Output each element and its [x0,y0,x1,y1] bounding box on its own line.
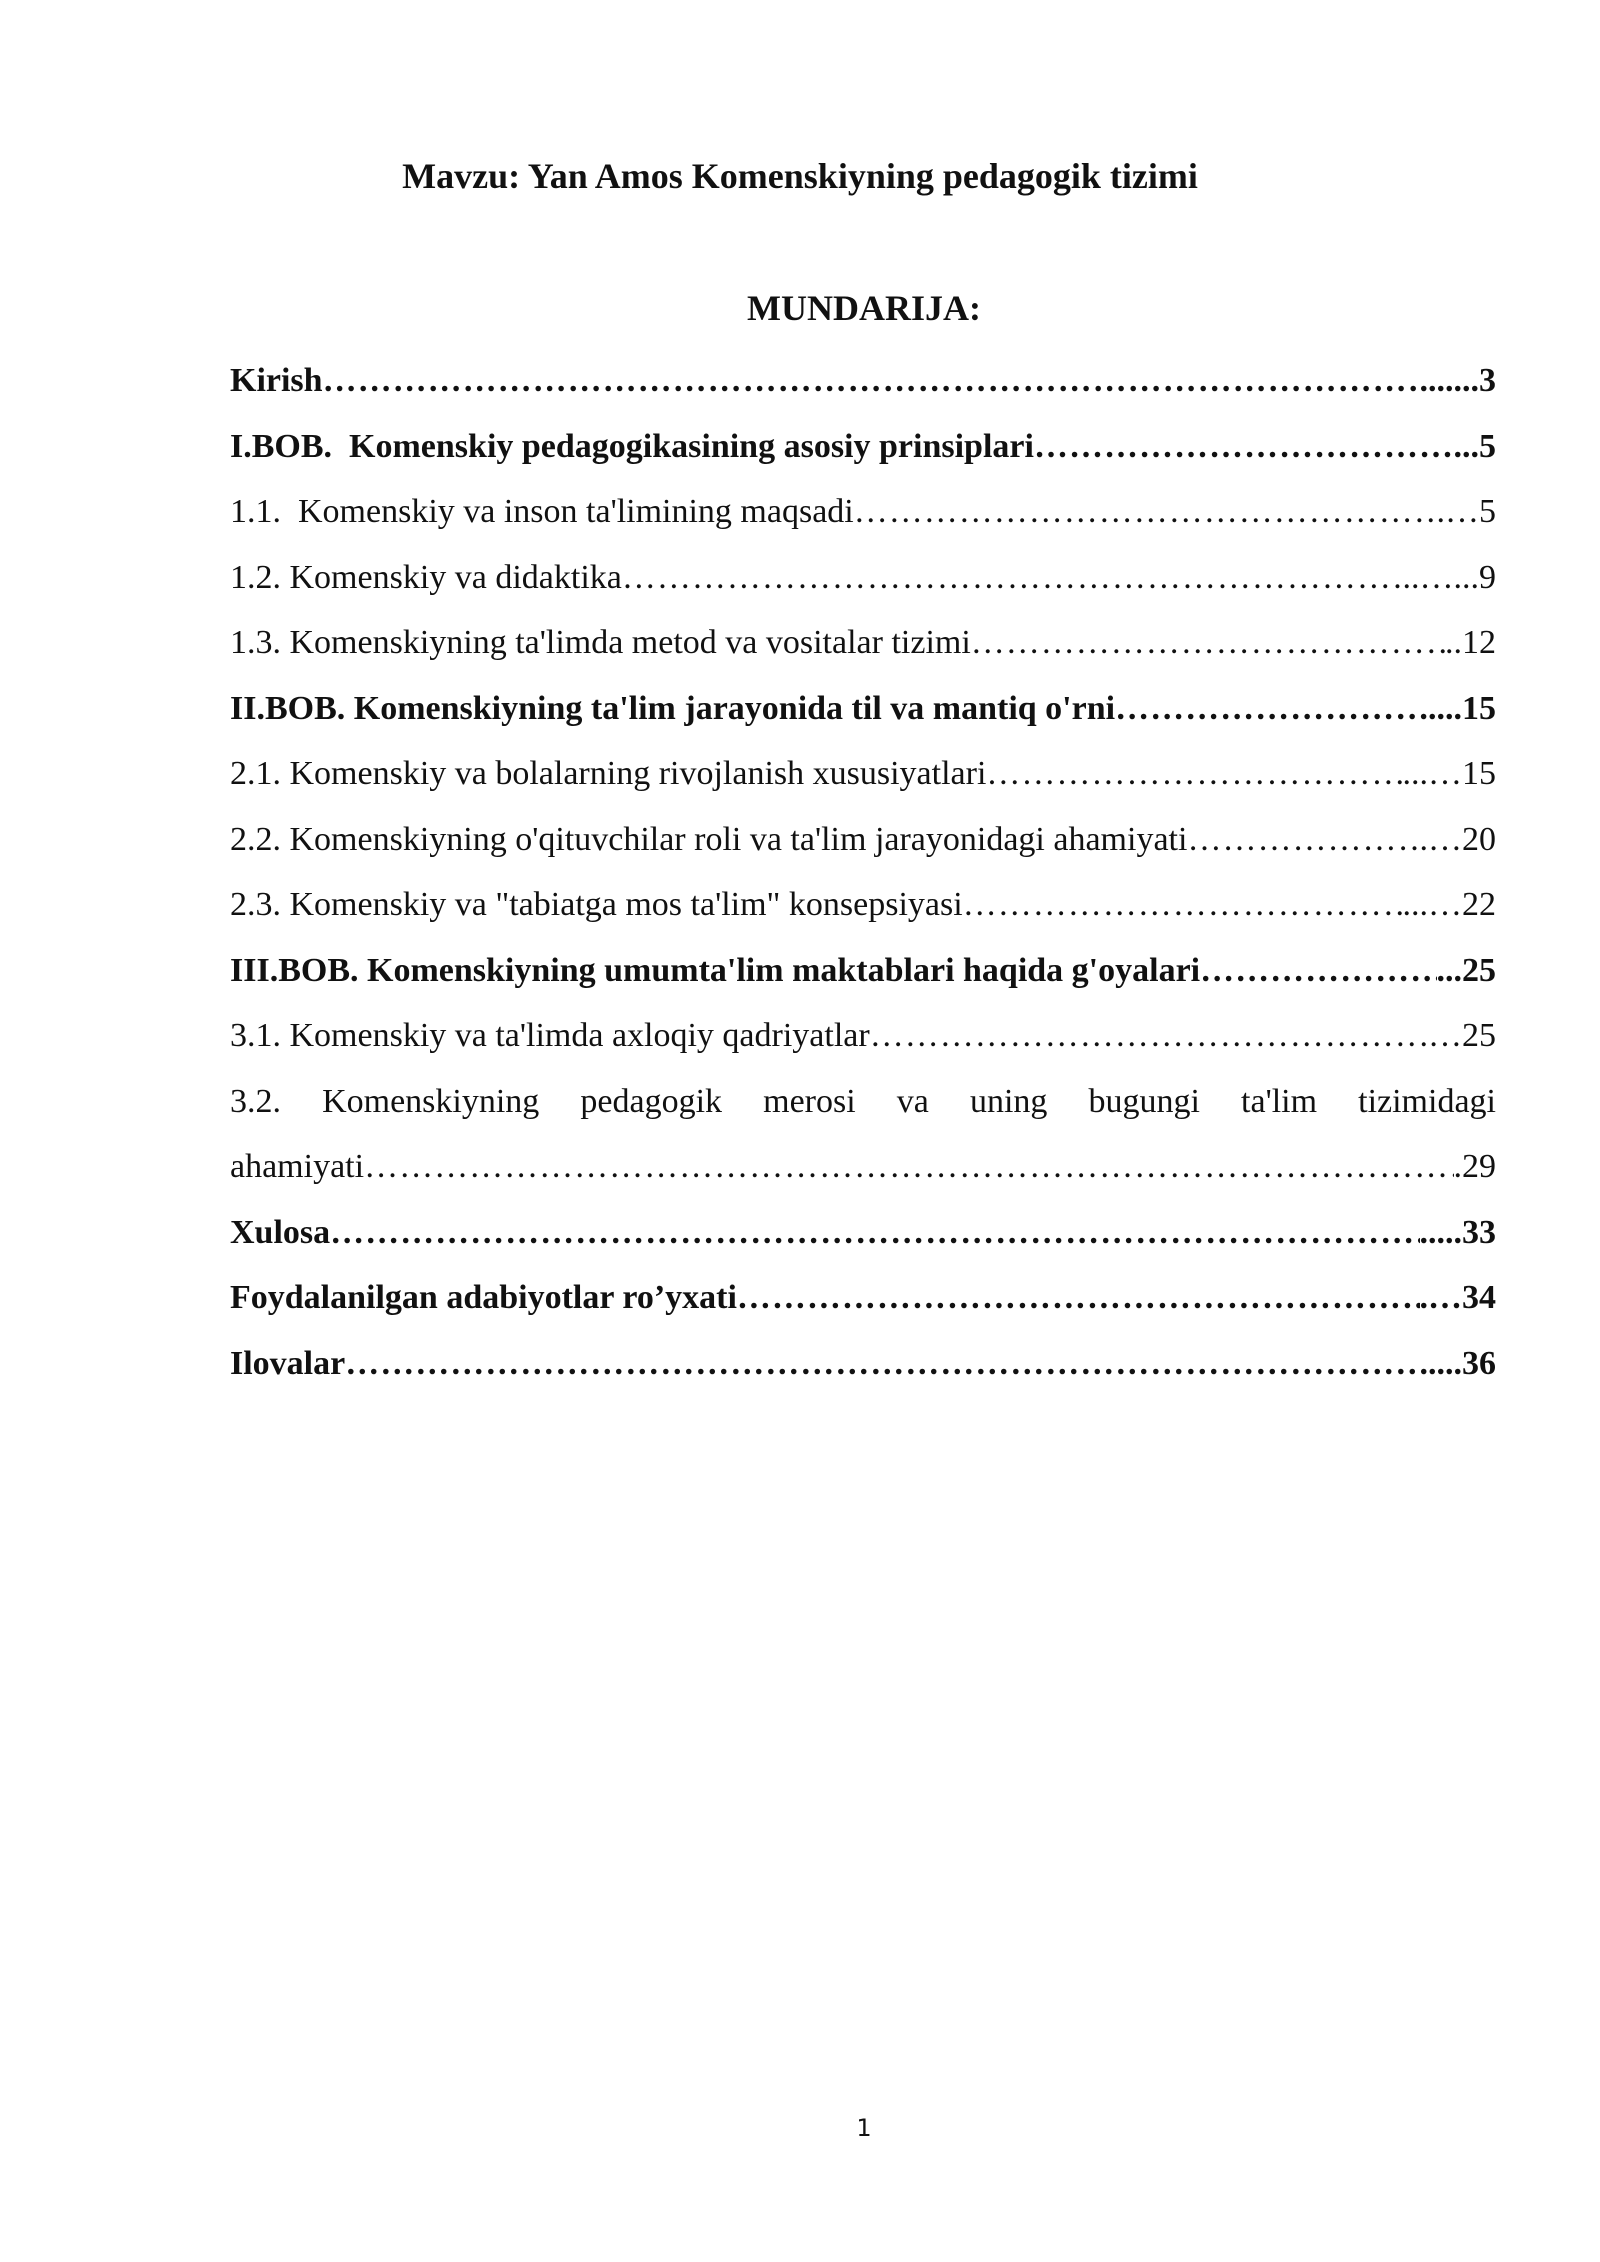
toc-entry-title: ahamiyati [230,1148,365,1185]
toc-entry-page: ...…15 [1402,755,1496,792]
toc-dot-leader [1200,938,1436,1004]
toc-dot-leader [870,1003,1420,1069]
toc-entry-title: I.BOB. Komenskiy pedagogikasining asosiy prinsiplari [230,427,1034,465]
toc-entry-page: .…25 [1419,1017,1496,1054]
toc-entry-title: 3.1. Komenskiy va ta'limda axloqiy qadriyatlar [230,1017,870,1054]
toc-entry-page: .......3 [1419,362,1496,399]
toc-entry [230,1134,1496,1200]
toc-dot-leader [622,545,1403,611]
toc-entry [230,1200,1496,1266]
toc-entry [230,741,1496,807]
toc-dot-leader [1034,414,1454,480]
toc-entry [230,1265,1496,1331]
toc-entry [230,807,1496,873]
toc-entry-title: Ilovalar [230,1344,346,1382]
toc-entry-title: 2.1. Komenskiy va bolalarning rivojlanish xususiyatlari [230,755,987,792]
toc-entry [230,938,1496,1004]
toc-entry [230,610,1496,676]
toc-entry-page: ....15 [1428,689,1496,727]
toc-dot-leader [1187,807,1419,873]
toc-entry-page: .…20 [1419,820,1496,858]
toc-entry-title: 3.2. Komenskiyning pedagogik merosi va uning bugungi ta'lim tizimidagi [230,1082,1496,1120]
toc-entry [230,1331,1496,1397]
toc-entry-page: .…5 [1436,493,1496,530]
toc-dot-leader [854,479,1437,545]
toc-entry [230,348,1496,414]
toc-dot-leader [323,348,1420,414]
toc-entry [230,479,1496,545]
toc-entry-page: .....33 [1419,1213,1496,1251]
toc-entry [230,1003,1496,1069]
toc-entry-title: 2.3. Komenskiy va "tabiatga mos ta'lim" konsepsiyasi [230,886,963,923]
toc-dot-leader [986,741,1402,807]
toc-entry-page: ....36 [1428,1344,1496,1382]
toc-entry-page: ...25 [1436,951,1496,989]
page-number: 1 [856,2114,872,2142]
toc-dot-leader [364,1134,1453,1200]
toc-dot-leader [963,872,1403,938]
toc-entry [230,872,1496,938]
toc-entry [230,414,1496,480]
toc-entry-title: 1.1. Komenskiy va inson ta'limining maqsadi [230,493,854,530]
toc-entry-page: ..…...9 [1402,558,1496,596]
toc-entry-title: II.BOB. Komenskiyning ta'lim jarayonida til va mantiq o'rni [230,689,1116,727]
toc-entry-page: .…34 [1419,1279,1496,1316]
toc-entry-page: ...…22 [1402,886,1496,923]
toc-entry-title: Kirish [230,362,323,399]
document-title: Mavzu: Yan Amos Komenskiyning pedagogik tizimi [402,156,1198,196]
toc-heading: MUNDARIJA: [747,288,981,328]
toc-dot-leader [345,1331,1428,1397]
toc-entry-title: Foydalanilgan adabiyotlar ro’yxati [230,1279,737,1316]
toc-entry-title: 1.2. Komenskiy va didaktika [230,558,622,596]
toc-entry-title: 1.3. Komenskiyning ta'limda metod va vositalar tizimi [230,624,971,661]
toc-entry-title: Xulosa [230,1213,331,1251]
toc-entry-title: 2.2. Komenskiyning o'qituvchilar roli va ta'lim jarayonidagi ahamiyati [230,820,1188,858]
toc-entry [230,545,1496,611]
toc-entry [230,1069,1496,1135]
toc-entry-page: ..12 [1445,624,1496,661]
toc-dot-leader [737,1265,1420,1331]
toc-entry-title: III.BOB. Komenskiyning umumta'lim maktablari haqida g'oyalari [230,951,1201,989]
toc-dot-leader [330,1200,1419,1266]
toc-entry-page: ...5 [1453,427,1496,465]
table-of-contents [230,348,1496,1396]
toc-dot-leader [971,610,1445,676]
toc-dot-leader [1115,676,1428,742]
toc-entry [230,676,1496,742]
toc-entry-page: .29 [1453,1148,1496,1185]
